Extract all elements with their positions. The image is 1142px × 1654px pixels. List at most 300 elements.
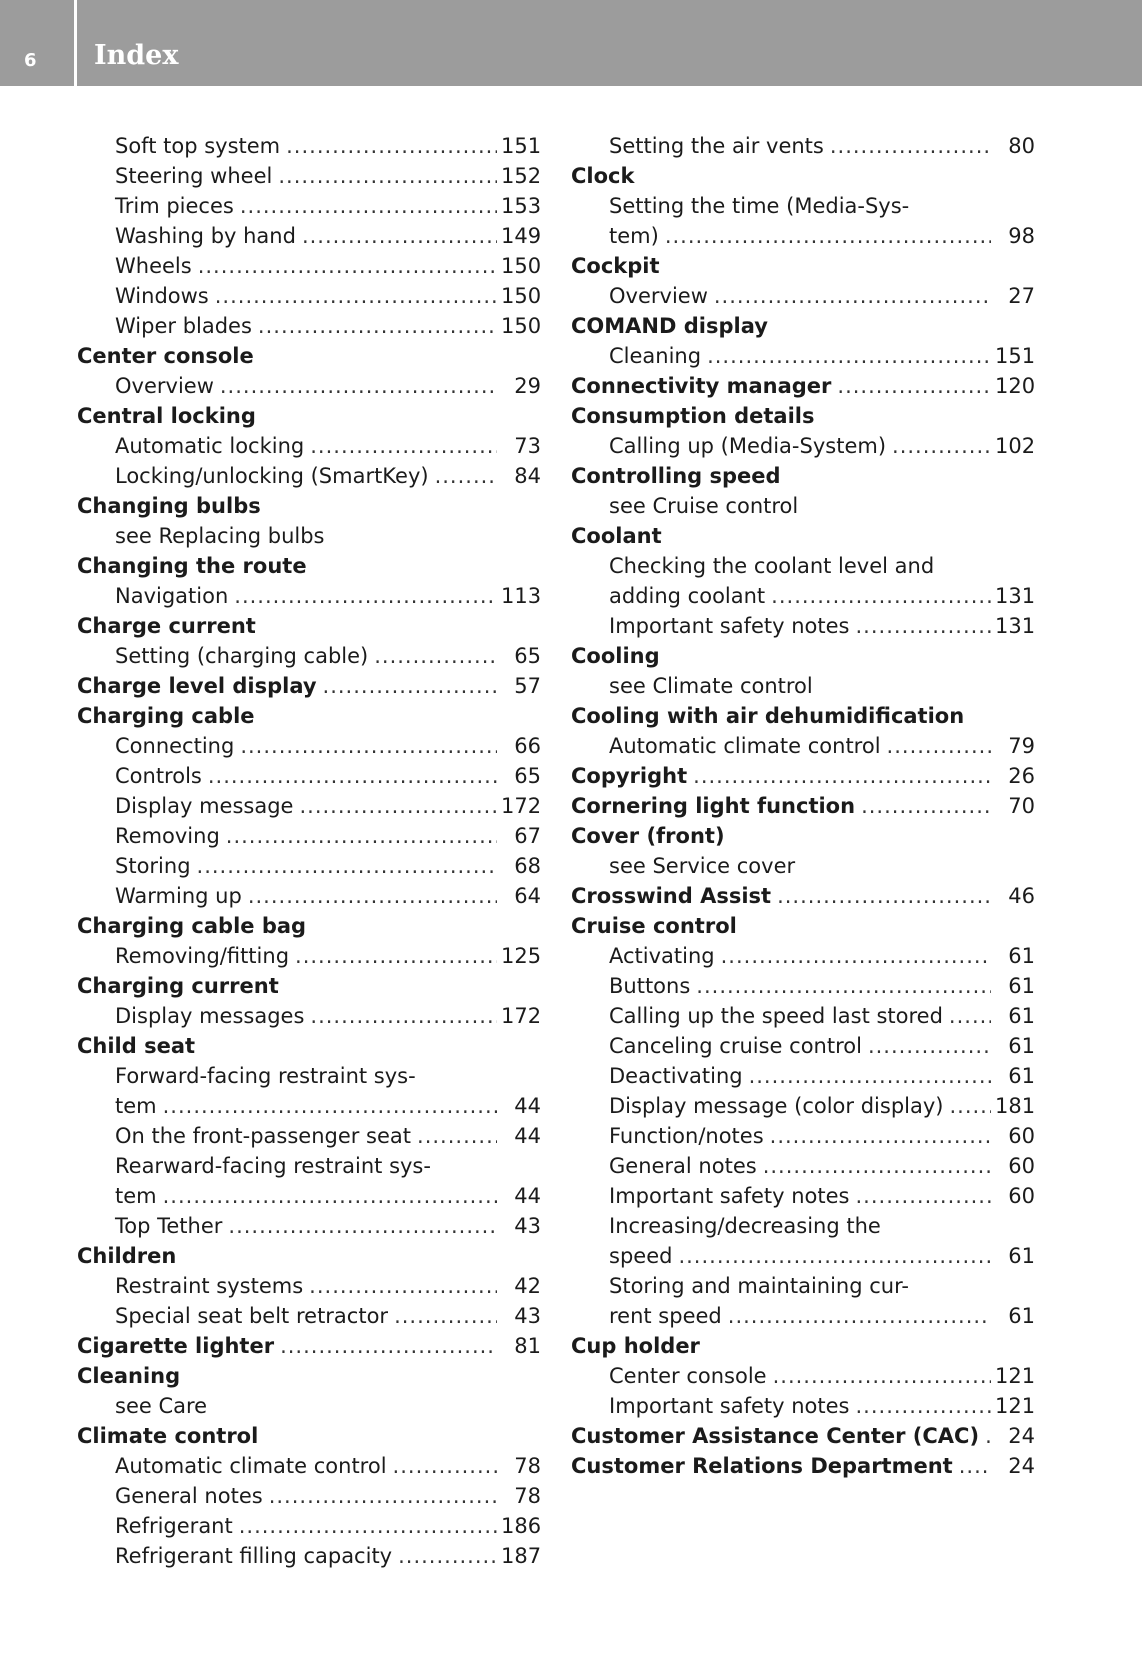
index-subentry: [77, 161, 541, 191]
entry-text: Cigarette lighter: [77, 1334, 275, 1358]
leader-dots: [286, 131, 497, 161]
leader-dots: [197, 851, 497, 881]
entry-text: Cooling with air dehumidification: [571, 704, 965, 728]
entry-text: see Replacing bulbs: [115, 524, 325, 548]
entry-page-number: 60: [1008, 1154, 1035, 1178]
entry-text: Steering wheel: [115, 164, 273, 188]
index-subentry: [571, 1061, 1035, 1091]
leader-dots: [959, 1451, 991, 1481]
index-heading: [571, 911, 1035, 941]
index-subentry: [77, 371, 541, 401]
index-subentry: [571, 851, 1035, 881]
entry-text: Overview: [115, 374, 214, 398]
entry-text: Deactivating: [609, 1064, 743, 1088]
entry-text: Copyright: [571, 764, 688, 788]
index-heading: [571, 311, 1035, 341]
entry-page-number: 24: [1008, 1424, 1035, 1448]
entry-page-number: 68: [514, 854, 541, 878]
entry-text: Setting the air vents: [609, 134, 824, 158]
entry-text: Charging cable: [77, 704, 255, 728]
entry-page-number: 67: [514, 824, 541, 848]
entry-text: Cockpit: [571, 254, 660, 278]
entry-text: Washing by hand: [115, 224, 296, 248]
entry-text: Cleaning: [77, 1364, 181, 1388]
entry-text: Center console: [77, 344, 254, 368]
leader-dots: [861, 791, 991, 821]
entry-page-number: 61: [1008, 1004, 1035, 1028]
index-subentry: [571, 1001, 1035, 1031]
entry-text: Automatic climate control: [115, 1454, 387, 1478]
entry-page-number: 24: [1008, 1454, 1035, 1478]
entry-text: Climate control: [77, 1424, 259, 1448]
entry-text: Children: [77, 1244, 177, 1268]
index-subentry: [77, 581, 541, 611]
entry-text: Changing the route: [77, 554, 307, 578]
index-subentry: [77, 1451, 541, 1481]
entry-page-number: 181: [995, 1094, 1036, 1118]
entry-page-number: 81: [514, 1334, 541, 1358]
index-heading: [571, 461, 1035, 491]
index-subentry: [77, 1121, 541, 1151]
index-heading: [571, 881, 1035, 911]
entry-text: Clock: [571, 164, 635, 188]
index-subentry: [77, 1541, 541, 1571]
leader-dots: [299, 791, 497, 821]
entry-text: tem: [115, 1184, 157, 1208]
index-subentry: [77, 521, 541, 551]
entry-page-number: 61: [1008, 1244, 1035, 1268]
leader-dots: [763, 1151, 991, 1181]
leader-dots: [163, 1181, 497, 1211]
entry-text: Restraint systems: [115, 1274, 304, 1298]
index-subentry: [571, 1181, 1035, 1211]
leader-dots: [770, 1121, 991, 1151]
index-subentry: [77, 131, 541, 161]
entry-page-number: 64: [514, 884, 541, 908]
leader-dots: [226, 821, 497, 851]
entry-text: see Cruise control: [609, 494, 799, 518]
entry-page-number: 172: [501, 1004, 542, 1028]
entry-text: Consumption details: [571, 404, 815, 428]
entry-page-number: 61: [1008, 1034, 1035, 1058]
leader-dots: [728, 1301, 991, 1331]
leader-dots: [310, 431, 497, 461]
entry-page-number: 60: [1008, 1124, 1035, 1148]
entry-page-number: 42: [514, 1274, 541, 1298]
page-header: [0, 0, 1142, 86]
entry-text: Child seat: [77, 1034, 196, 1058]
entry-text: Rearward-facing restraint sys-: [115, 1154, 431, 1178]
entry-text: tem): [609, 224, 659, 248]
entry-page-number: 79: [1008, 734, 1035, 758]
entry-text: Customer Relations Department: [571, 1454, 953, 1478]
entry-text: Central locking: [77, 404, 256, 428]
entry-text: Refrigerant: [115, 1514, 233, 1538]
entry-text: Charging current: [77, 974, 279, 998]
entry-text: Customer Assistance Center (CAC): [571, 1424, 980, 1448]
entry-text: Display message: [115, 794, 294, 818]
entry-page-number: 61: [1008, 944, 1035, 968]
entry-page-number: 66: [514, 734, 541, 758]
leader-dots: [198, 251, 497, 281]
leader-dots: [949, 1001, 991, 1031]
entry-page-number: 151: [501, 134, 542, 158]
entry-page-number: 78: [514, 1484, 541, 1508]
index-subentry: [77, 281, 541, 311]
index-heading: [571, 821, 1035, 851]
entry-text: Important safety notes: [609, 1394, 850, 1418]
index-subentry: [77, 251, 541, 281]
entry-page-number: 149: [501, 224, 542, 248]
entry-page-number: 27: [1008, 284, 1035, 308]
index-subentry: [571, 1121, 1035, 1151]
index-heading: [77, 1241, 541, 1271]
index-subentry: [77, 1481, 541, 1511]
index-heading: [77, 971, 541, 1001]
entry-text: Charge level display: [77, 674, 317, 698]
leader-dots: [856, 611, 992, 641]
entry-page-number: 61: [1008, 1064, 1035, 1088]
index-column-left: [77, 131, 541, 1571]
leader-dots: [985, 1421, 991, 1451]
entry-text: Automatic locking: [115, 434, 305, 458]
entry-page-number: 121: [995, 1394, 1036, 1418]
entry-text: Connecting: [115, 734, 235, 758]
entry-text: Cruise control: [571, 914, 737, 938]
index-subentry: [77, 1091, 541, 1121]
index-subentry: [77, 221, 541, 251]
entry-text: Cornering light function: [571, 794, 856, 818]
leader-dots: [665, 221, 991, 251]
index-heading: [571, 701, 1035, 731]
leader-dots: [394, 1301, 497, 1331]
entry-text: see Service cover: [609, 854, 796, 878]
index-subentry: [571, 611, 1035, 641]
index-subentry: [571, 941, 1035, 971]
leader-dots: [393, 1451, 497, 1481]
entry-text: Crosswind Assist: [571, 884, 772, 908]
entry-page-number: 65: [514, 764, 541, 788]
entry-text: Important safety notes: [609, 614, 850, 638]
index-subentry: [77, 1151, 541, 1181]
entry-page-number: 73: [514, 434, 541, 458]
entry-text: Canceling cruise control: [609, 1034, 862, 1058]
entry-text: Changing bulbs: [77, 494, 261, 518]
index-subentry: [77, 191, 541, 221]
entry-text: Increasing/decreasing the: [609, 1214, 881, 1238]
entry-page-number: 121: [995, 1364, 1036, 1388]
leader-dots: [310, 1001, 497, 1031]
entry-page-number: 61: [1008, 1304, 1035, 1328]
leader-dots: [435, 461, 497, 491]
index-heading: [77, 551, 541, 581]
leader-dots: [892, 431, 991, 461]
index-column-right: [571, 131, 1035, 1481]
entry-text: Connectivity manager: [571, 374, 832, 398]
leader-dots: [868, 1031, 991, 1061]
entry-page-number: 120: [995, 374, 1036, 398]
index-subentry: [77, 791, 541, 821]
index-subentry: [571, 1241, 1035, 1271]
leader-dots: [374, 641, 497, 671]
index-subentry: [77, 1211, 541, 1241]
entry-text: Refrigerant filling capacity: [115, 1544, 393, 1568]
index-subentry: [77, 1511, 541, 1541]
index-subentry: [571, 1091, 1035, 1121]
entry-page-number: 46: [1008, 884, 1035, 908]
index-heading: [571, 1331, 1035, 1361]
entry-page-number: 43: [514, 1304, 541, 1328]
entry-page-number: 151: [995, 344, 1036, 368]
index-heading: [571, 251, 1035, 281]
index-heading: [77, 341, 541, 371]
leader-dots: [856, 1391, 992, 1421]
index-heading: [571, 161, 1035, 191]
index-subentry: [77, 1001, 541, 1031]
entry-text: Coolant: [571, 524, 662, 548]
entry-page-number: 78: [514, 1454, 541, 1478]
entry-page-number: 26: [1008, 764, 1035, 788]
index-heading: [77, 911, 541, 941]
index-subentry: [571, 1301, 1035, 1331]
entry-page-number: 102: [995, 434, 1036, 458]
index-subentry: [77, 641, 541, 671]
entry-text: On the front-passenger seat: [115, 1124, 412, 1148]
leader-dots: [830, 131, 991, 161]
entry-text: Warming up: [115, 884, 242, 908]
entry-text: Automatic climate control: [609, 734, 881, 758]
leader-dots: [771, 581, 991, 611]
index-heading: [571, 371, 1035, 401]
entry-page-number: 131: [995, 584, 1036, 608]
leader-dots: [398, 1541, 497, 1571]
header-divider: [74, 0, 77, 86]
leader-dots: [248, 881, 497, 911]
entry-text: Checking the coolant level and: [609, 554, 935, 578]
entry-text: General notes: [609, 1154, 757, 1178]
entry-text: Special seat belt retractor: [115, 1304, 389, 1328]
index-subentry: [571, 1151, 1035, 1181]
index-heading: [571, 521, 1035, 551]
index-heading: [77, 1331, 541, 1361]
index-heading: [77, 1421, 541, 1451]
index-heading: [571, 641, 1035, 671]
entry-text: Removing: [115, 824, 220, 848]
entry-text: Important safety notes: [609, 1184, 850, 1208]
entry-page-number: 98: [1008, 224, 1035, 248]
leader-dots: [323, 671, 497, 701]
entry-text: Storing and maintaining cur-: [609, 1274, 909, 1298]
index-subentry: [77, 461, 541, 491]
entry-text: speed: [609, 1244, 673, 1268]
entry-page-number: 61: [1008, 974, 1035, 998]
entry-text: Controls: [115, 764, 202, 788]
index-subentry: [571, 341, 1035, 371]
index-subentry: [571, 581, 1035, 611]
entry-page-number: 150: [501, 284, 542, 308]
index-subentry: [571, 731, 1035, 761]
entry-text: Forward-facing restraint sys-: [115, 1064, 416, 1088]
leader-dots: [239, 1511, 497, 1541]
leader-dots: [707, 341, 991, 371]
leader-dots: [240, 191, 497, 221]
entry-page-number: 186: [501, 1514, 542, 1538]
entry-text: Charge current: [77, 614, 256, 638]
entry-text: Wiper blades: [115, 314, 252, 338]
entry-page-number: 187: [501, 1544, 542, 1568]
leader-dots: [163, 1091, 497, 1121]
leader-dots: [208, 761, 497, 791]
index-subentry: [77, 761, 541, 791]
index-subentry: [77, 431, 541, 461]
entry-text: Controlling speed: [571, 464, 781, 488]
entry-page-number: 152: [501, 164, 542, 188]
entry-page-number: 57: [514, 674, 541, 698]
entry-text: Calling up (Media-System): [609, 434, 887, 458]
leader-dots: [278, 161, 497, 191]
entry-text: Setting the time (Media-Sys-: [609, 194, 910, 218]
index-subentry: [77, 1271, 541, 1301]
leader-dots: [887, 731, 991, 761]
entry-text: rent speed: [609, 1304, 722, 1328]
index-heading: [77, 491, 541, 521]
page-title: Index: [94, 40, 179, 71]
index-heading: [77, 611, 541, 641]
index-heading: [571, 401, 1035, 431]
entry-page-number: 84: [514, 464, 541, 488]
entry-page-number: 125: [501, 944, 542, 968]
index-heading: [571, 1451, 1035, 1481]
entry-text: Charging cable bag: [77, 914, 307, 938]
entry-page-number: 80: [1008, 134, 1035, 158]
leader-dots: [693, 761, 991, 791]
leader-dots: [220, 371, 497, 401]
index-subentry: [77, 821, 541, 851]
index-subentry: [571, 1211, 1035, 1241]
entry-text: Display message (color display): [609, 1094, 944, 1118]
index-heading: [77, 1361, 541, 1391]
entry-text: see Care: [115, 1394, 208, 1418]
leader-dots: [696, 971, 991, 1001]
entry-page-number: 29: [514, 374, 541, 398]
leader-dots: [269, 1481, 497, 1511]
index-subentry: [77, 1391, 541, 1421]
entry-page-number: 150: [501, 314, 542, 338]
index-subentry: [77, 941, 541, 971]
leader-dots: [721, 941, 991, 971]
entry-text: Buttons: [609, 974, 691, 998]
index-subentry: [571, 551, 1035, 581]
entry-page-number: 43: [514, 1214, 541, 1238]
entry-text: Cooling: [571, 644, 660, 668]
leader-dots: [258, 311, 497, 341]
entry-page-number: 65: [514, 644, 541, 668]
index-heading: [571, 761, 1035, 791]
leader-dots: [309, 1271, 497, 1301]
index-subentry: [571, 971, 1035, 1001]
entry-text: Display messages: [115, 1004, 305, 1028]
leader-dots: [280, 1331, 497, 1361]
leader-dots: [240, 731, 497, 761]
index-subentry: [571, 131, 1035, 161]
entry-page-number: 150: [501, 254, 542, 278]
entry-text: Trim pieces: [115, 194, 234, 218]
leader-dots: [215, 281, 497, 311]
entry-text: Overview: [609, 284, 708, 308]
index-heading: [77, 401, 541, 431]
leader-dots: [678, 1241, 991, 1271]
index-subentry: [571, 221, 1035, 251]
index-subentry: [77, 1301, 541, 1331]
index-subentry: [77, 311, 541, 341]
index-subentry: [77, 1181, 541, 1211]
index-subentry: [571, 1391, 1035, 1421]
entry-text: Windows: [115, 284, 209, 308]
leader-dots: [777, 881, 991, 911]
index-subentry: [571, 281, 1035, 311]
leader-dots: [417, 1121, 497, 1151]
entry-page-number: 44: [514, 1184, 541, 1208]
index-subentry: [571, 431, 1035, 461]
entry-page-number: 131: [995, 614, 1036, 638]
entry-page-number: 44: [514, 1124, 541, 1148]
entry-page-number: 44: [514, 1094, 541, 1118]
entry-text: adding coolant: [609, 584, 766, 608]
entry-text: COMAND display: [571, 314, 768, 338]
leader-dots: [773, 1361, 991, 1391]
leader-dots: [302, 221, 497, 251]
entry-page-number: 172: [501, 794, 542, 818]
entry-text: Function/notes: [609, 1124, 764, 1148]
entry-text: Cover (front): [571, 824, 725, 848]
leader-dots: [837, 371, 991, 401]
index-subentry: [77, 1061, 541, 1091]
entry-text: Storing: [115, 854, 191, 878]
leader-dots: [295, 941, 497, 971]
index-subentry: [571, 1361, 1035, 1391]
index-heading: [571, 791, 1035, 821]
index-heading: [571, 1421, 1035, 1451]
entry-text: Cleaning: [609, 344, 702, 368]
entry-text: Top Tether: [115, 1214, 223, 1238]
entry-text: Center console: [609, 1364, 767, 1388]
entry-text: Wheels: [115, 254, 192, 278]
entry-page-number: 70: [1008, 794, 1035, 818]
entry-text: tem: [115, 1094, 157, 1118]
entry-text: Removing/fitting: [115, 944, 290, 968]
leader-dots: [749, 1061, 991, 1091]
index-subentry: [571, 1271, 1035, 1301]
leader-dots: [234, 581, 497, 611]
index-subentry: [77, 881, 541, 911]
leader-dots: [228, 1211, 497, 1241]
entry-text: Activating: [609, 944, 715, 968]
leader-dots: [856, 1181, 992, 1211]
index-heading: [77, 1031, 541, 1061]
entry-page-number: 60: [1008, 1184, 1035, 1208]
index-subentry: [571, 191, 1035, 221]
entry-text: see Climate control: [609, 674, 813, 698]
entry-page-number: 153: [501, 194, 542, 218]
entry-text: Locking/unlocking (SmartKey): [115, 464, 429, 488]
leader-dots: [949, 1091, 991, 1121]
entry-text: Soft top system: [115, 134, 281, 158]
index-heading: [77, 701, 541, 731]
entry-text: General notes: [115, 1484, 263, 1508]
entry-text: Cup holder: [571, 1334, 700, 1358]
index-subentry: [77, 851, 541, 881]
index-subentry: [571, 491, 1035, 521]
